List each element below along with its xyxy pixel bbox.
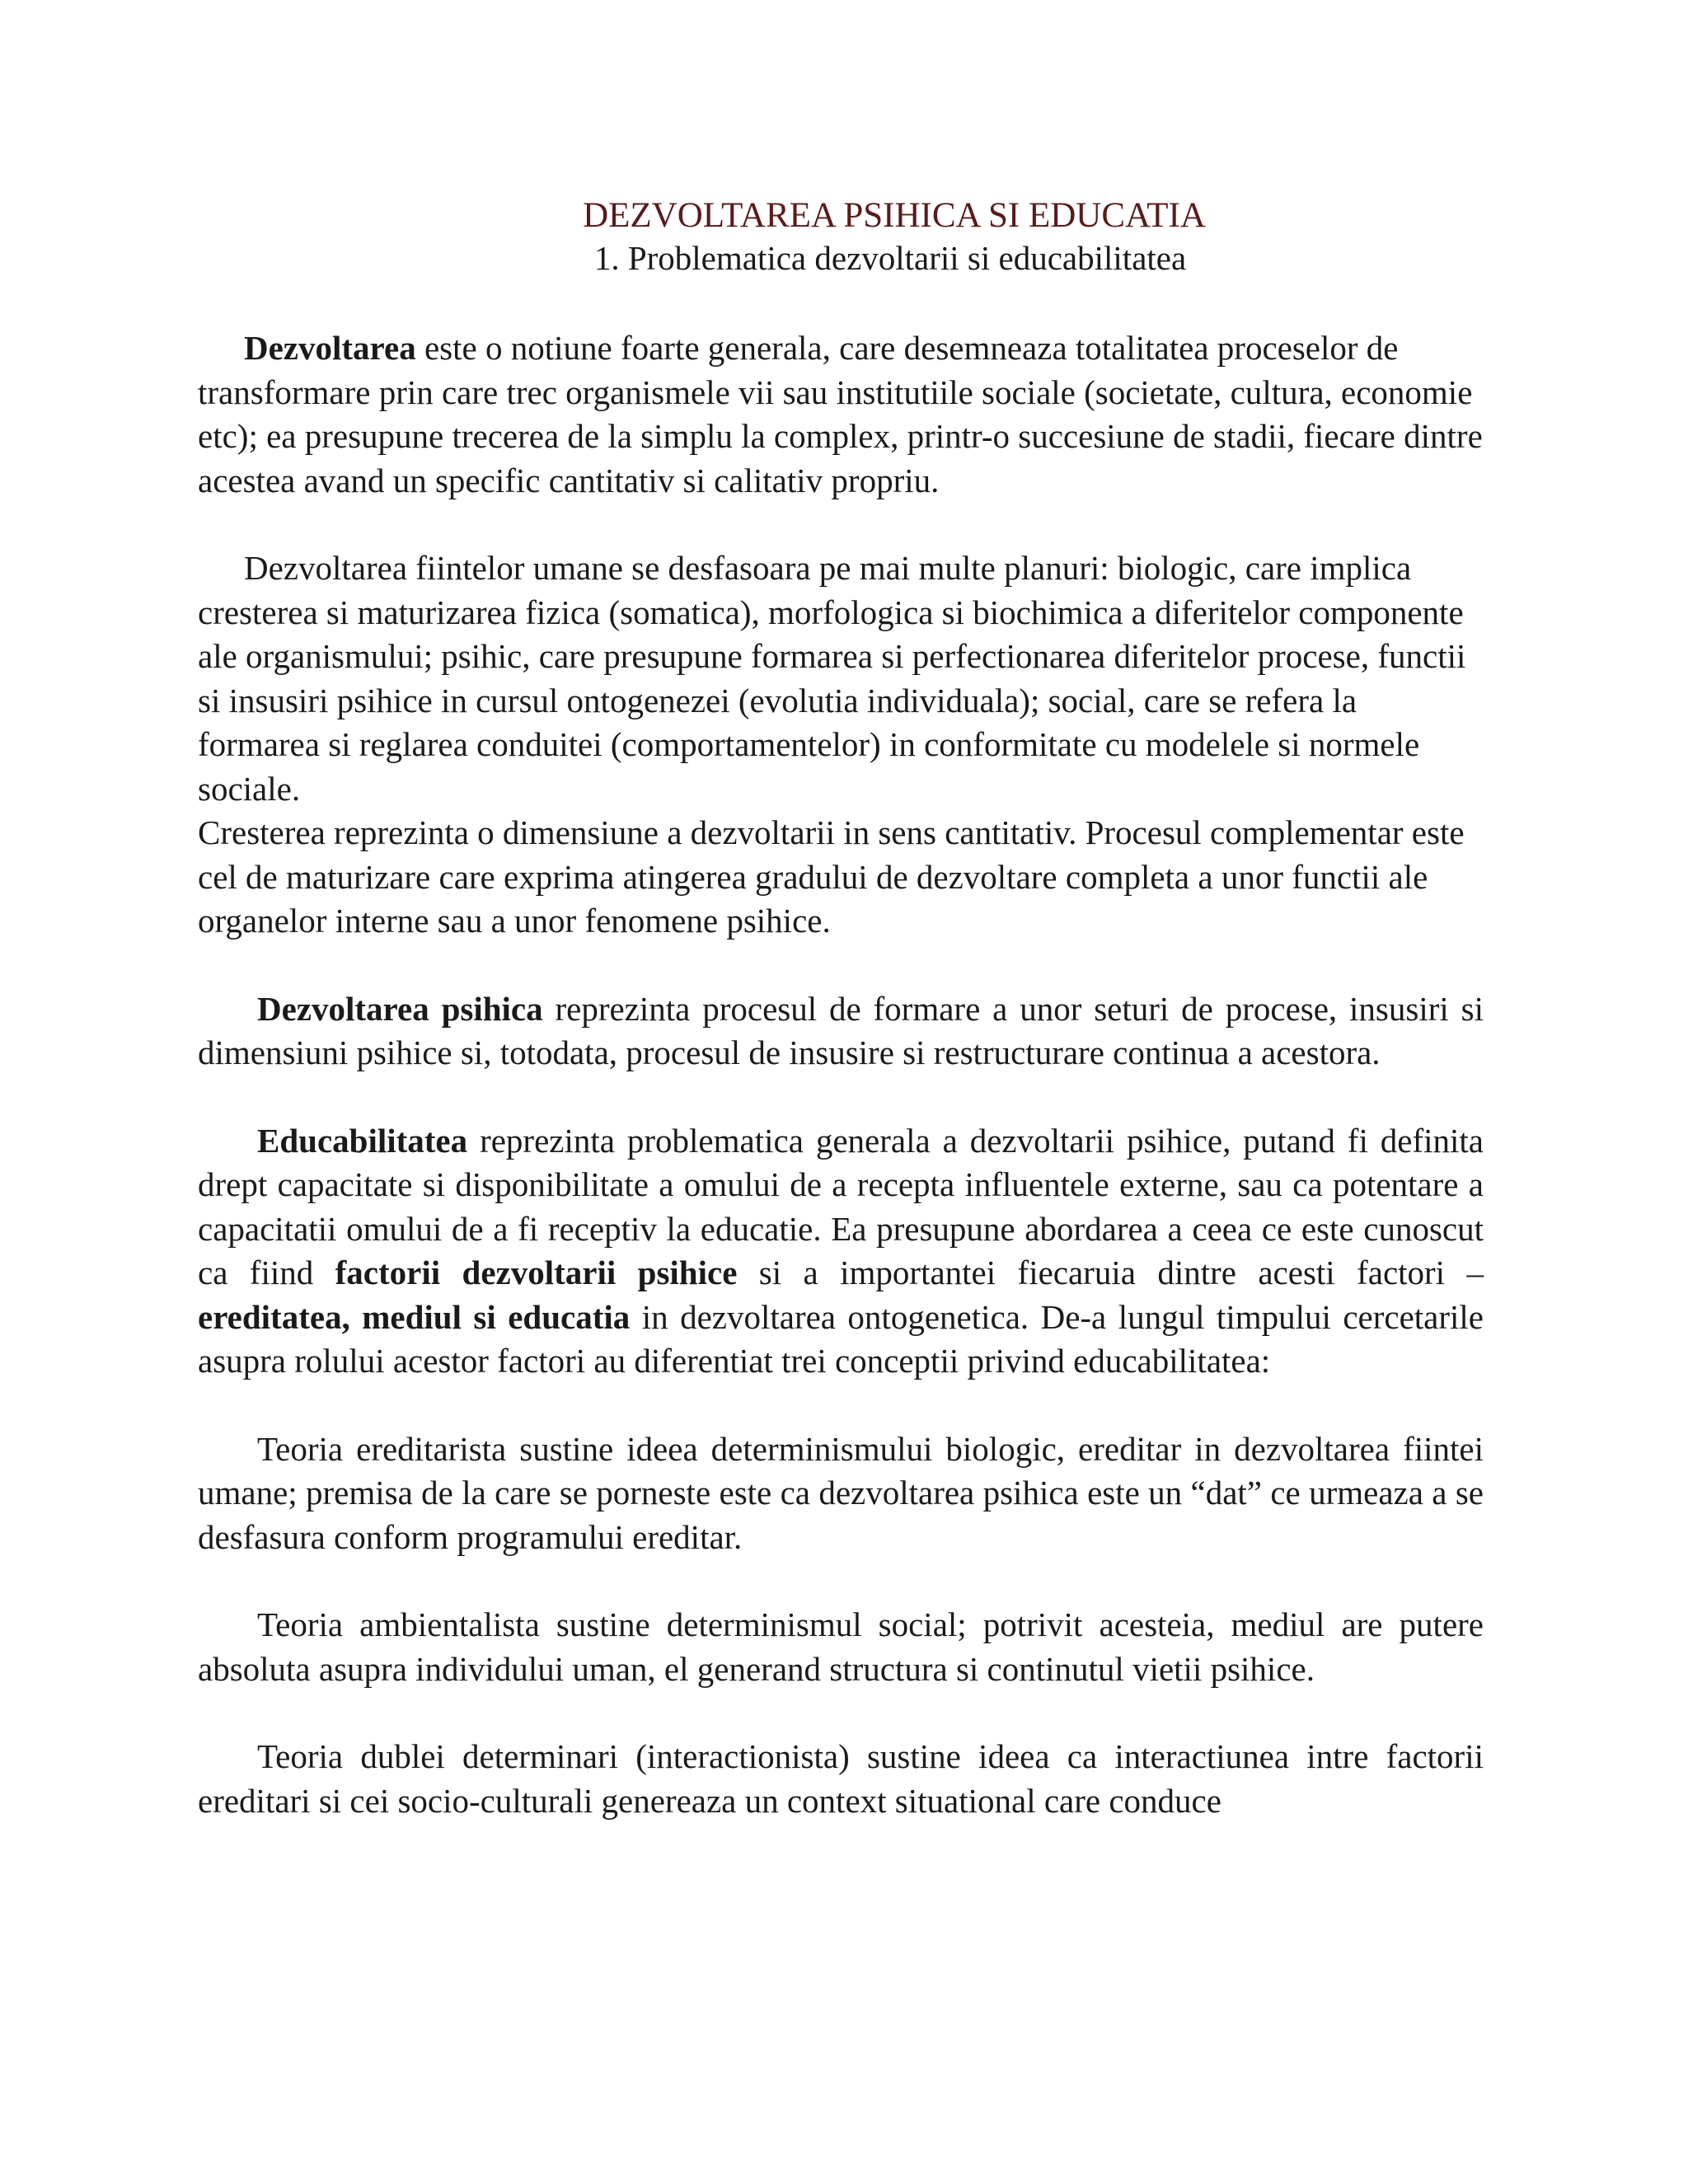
document-body (198, 194, 1484, 1823)
paragraph-dezvoltarea (198, 326, 1484, 503)
term-dezvoltarea-psihica: Dezvoltarea psihica (257, 989, 543, 1028)
document-title: DEZVOLTAREA PSIHICA SI EDUCATIA (583, 196, 1206, 235)
paragraph-text: in dezvoltarea ontogenetica. De-a lungul timpului cercetarile asupra rolului acestor factori au diferentiat trei conceptii privind educabilitatea: (198, 1297, 1484, 1380)
paragraph-text: reprezinta problematica generala a dezvoltarii psihice, putand fi definita drept capacitate si disponibilitate a omului de a recepta influentele externe, sau ca potentare a capacitatii omului de a fi receptiv la educatie. Ea presupune abordarea a ceea ce este cunoscut ca fiind (198, 1121, 1484, 1291)
paragraph-cresterea: Cresterea reprezinta o dimensiune a dezvoltarii in sens cantitativ. Procesul complementar este cel de maturizare care exprima atingerea gradului de dezvoltare completa a unor functii ale organelor interne sau a unor fenomene psihice. (198, 813, 1465, 940)
paragraph-text: este o notiune foarte generala, care desemneaza totalitatea proceselor de transformare prin care trec organismele vii sau institutiile sociale (societate, cultura, economie etc); ea presupune trecerea de la simplu la complex, printr-o succesiune de stadii, fiecare dintre acestea avand un specific cantitativ si calitativ propriu. (198, 329, 1483, 499)
paragraph-educabilitatea (198, 1119, 1484, 1384)
document-subtitle: 1. Problematica dezvoltarii si educabilitatea (593, 239, 1187, 277)
term-ereditatea: ereditatea, mediul si educatia (198, 1297, 631, 1336)
paragraph-planuri: Dezvoltarea fiintelor umane se desfasoara pe mai multe planuri: biologic, care implica cresterea si maturizarea fizica (somatica), morfologica si biochimica a diferitelor componente ale organismului; psihic, care presupune formarea si perfectionarea diferitelor procese, functii si insusiri psihice in cursul ontogenezei (evolutia individuala); social, care se refera la formarea si reglarea conduitei (comportamentelor) in conformitate cu modelele si normele sociale. (198, 549, 1466, 808)
paragraph-teoria-ambientalista: Teoria ambientalista sustine determinismul social; potrivit acesteia, mediul are putere absoluta asupra individului uman, el generand structura si continutul vietii psihice. (198, 1605, 1484, 1688)
term-educabilitatea: Educabilitatea (257, 1121, 468, 1160)
paragraph-teoria-dublei: Teoria dublei determinari (interactionista) sustine ideea ca interactiunea intre factorii ereditari si cei socio-culturali genereaza un context situational care conduce (198, 1737, 1484, 1820)
paragraph-text: reprezinta procesul de formare a unor seturi de procese, insusiri si dimensiuni psihice si, totodata, procesul de insusire si restructurare continua a acestora. (198, 989, 1484, 1071)
paragraph-dezvoltarea-psihica (198, 987, 1484, 1076)
term-factorii: factorii dezvoltarii psihice (335, 1254, 738, 1291)
paragraph-teoria-ereditarista: Teoria ereditarista sustine ideea determinismului biologic, ereditar in dezvoltarea fiintei umane; premisa de la care se porneste este ca dezvoltarea psihica este un “dat” ce urmeaza a se desfasura conform programului ereditar. (198, 1429, 1484, 1556)
paragraph-text: si a importantei fiecaruia dintre acesti factori – (737, 1254, 1484, 1291)
term-dezvoltarea: Dezvoltarea (244, 329, 416, 367)
